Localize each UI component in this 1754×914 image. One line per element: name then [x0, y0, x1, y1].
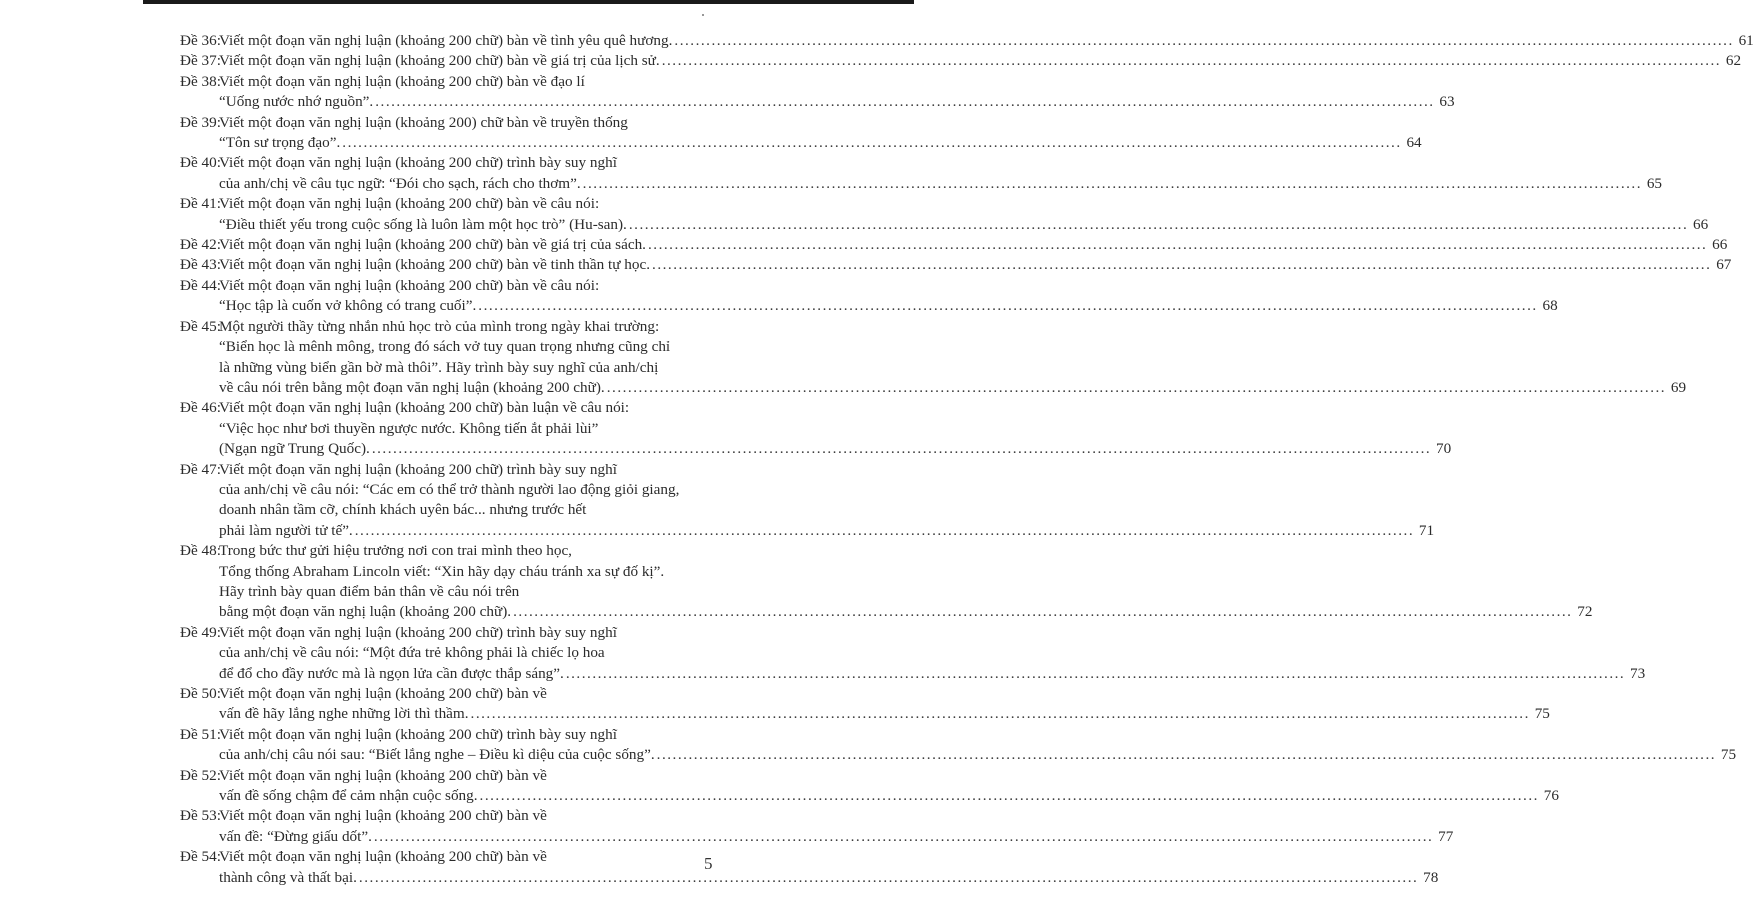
entry-page-number: 64	[1406, 134, 1422, 152]
entry-final-line	[219, 602, 1593, 622]
entry-number: Đề 50:	[180, 685, 221, 702]
entry-title-line: Viết một đoạn văn nghị luận (khoảng 200 chữ) bàn luận về câu nói:	[219, 399, 630, 417]
entry-final-line	[219, 664, 1646, 684]
entry-page-number: 75	[1534, 705, 1550, 723]
entry-page-number: 72	[1577, 603, 1593, 621]
dot-leader: ........................................................................................................................................................................................................	[479, 787, 1539, 805]
entry-title-line: “Việc học như bơi thuyền ngược nước. Không tiến ắt phải lùi”	[219, 419, 599, 437]
dot-leader: ........................................................................................................................................................................................................	[652, 256, 1712, 274]
dot-leader: ........................................................................................................................................................................................................	[606, 378, 1667, 396]
entry-title-line: Viết một đoạn văn nghị luận (khoảng 200 chữ) bàn về	[219, 848, 547, 866]
entry-page-number: 77	[1438, 827, 1454, 845]
entry-title-line: Viết một đoạn văn nghị luận (khoảng 200 chữ) trình bày suy nghĩ	[219, 460, 617, 478]
entry-number: Đề 47:	[180, 460, 221, 478]
dot-leader: ........................................................................................................................................................................................................	[656, 746, 1717, 764]
entry-title-line: Viết một đoạn văn nghị luận (khoảng 200 chữ) trình bày suy nghĩ	[219, 725, 617, 743]
toc-entry	[180, 725, 1737, 766]
entry-title	[219, 623, 1646, 684]
entry-number: Đề 51:	[180, 725, 221, 743]
entry-page-number: 66	[1693, 215, 1709, 233]
entry-final-line	[219, 745, 1737, 765]
entry-title-line: Viết một đoạn văn nghị luận (khoảng 200 chữ) trình bày suy nghĩ	[219, 154, 617, 172]
entry-title-line: Viết một đoạn văn nghị luận (khoảng 200 chữ) bàn về tình yêu quê hương.	[219, 32, 673, 49]
entry-title-line: của anh/chị về câu nói: “Một đứa trẻ không phải là chiếc lọ hoa	[219, 644, 605, 662]
entry-title-line: “Biển học là mênh mông, trong đó sách vở tuy quan trọng nhưng cũng chỉ	[219, 338, 671, 356]
entry-title-line: Viết một đoạn văn nghị luận (khoảng 200 chữ) bàn về đạo lí	[219, 72, 585, 90]
entry-final-line	[219, 378, 1687, 398]
entry-number: Đề 42:	[180, 236, 221, 254]
toc-entry	[180, 255, 1732, 275]
dot-leader: ........................................................................................................................................................................................................	[582, 174, 1643, 192]
toc-entry	[180, 460, 1435, 542]
entry-page-number: 66	[1712, 236, 1728, 254]
entry-title	[219, 684, 1550, 725]
toc-entry	[180, 235, 1728, 255]
dot-leader: ........................................................................................................................................................................................................	[565, 664, 1626, 682]
entry-title	[219, 153, 1663, 194]
entry-number: Đề 39:	[180, 113, 221, 131]
dot-leader: ........................................................................................................................................................................................................	[373, 827, 1434, 845]
entry-number: Đề 40:	[180, 154, 221, 172]
entry-title-line: của anh/chị về câu nói: “Các em có thể trở thành người lao động giỏi giang,	[219, 480, 680, 498]
entry-final-line	[219, 215, 1709, 235]
entry-title-line: thành công và thất bại.	[219, 868, 357, 886]
entry-page-number: 78	[1423, 868, 1439, 886]
entry-title	[219, 255, 1732, 275]
entry-title	[219, 194, 1709, 235]
toc-entry	[180, 153, 1663, 194]
entry-title	[219, 113, 1422, 154]
entry-title-line: Tổng thống Abraham Lincoln viết: “Xin hãy dạy cháu tránh xa sự đố kị”.	[219, 562, 665, 580]
entry-title-line: phải làm người tử tế”.	[219, 521, 353, 539]
toc-entry	[180, 541, 1593, 623]
entry-title	[219, 51, 1742, 71]
entry-title	[219, 541, 1593, 623]
entry-final-line	[219, 174, 1663, 194]
entry-number: Đề 45:	[180, 317, 221, 335]
entry-number: Đề 43:	[180, 256, 221, 274]
entry-page-number: 76	[1543, 787, 1559, 805]
entry-final-line	[219, 827, 1454, 847]
entry-title	[219, 725, 1737, 766]
entry-number: Đề 53:	[180, 807, 221, 825]
entry-final-line	[219, 133, 1422, 153]
toc-entry	[180, 766, 1559, 807]
dot-leader: ........................................................................................................................................................................................................	[661, 52, 1722, 70]
entry-page-number: 69	[1670, 378, 1687, 396]
entry-page-number: 70	[1436, 440, 1452, 458]
entry-title	[219, 276, 1558, 317]
dot-leader: ........................................................................................................................................................................................................	[513, 603, 1573, 621]
entry-title	[219, 847, 1439, 888]
entry-number: Đề 49:	[180, 623, 221, 641]
entry-title-line: Viết một đoạn văn nghị luận (khoảng 200 chữ) bàn về câu nói:	[219, 195, 600, 213]
entry-title-line: Hãy trình bày quan điểm bản thân về câu nói trên	[219, 582, 520, 600]
entry-title-line: vấn đề hãy lắng nghe những lời thì thầm.	[219, 705, 469, 723]
entry-title	[219, 398, 1452, 459]
entry-number: Đề 52:	[180, 766, 221, 784]
entry-title-line: vấn đề: “Đừng giấu dốt”.	[219, 827, 372, 845]
entry-title-line: “Tôn sư trọng đạo”.	[219, 134, 341, 152]
toc-entry	[180, 684, 1550, 725]
entry-final-line	[219, 704, 1550, 724]
entry-number: Đề 46:	[180, 399, 221, 417]
entry-title-line: Trong bức thư gửi hiệu trưởng nơi con trai mình theo học,	[219, 542, 572, 560]
entry-title-line: Viết một đoạn văn nghị luận (khoảng 200 chữ) bàn về	[219, 807, 547, 825]
entry-page-number: 65	[1646, 174, 1663, 192]
toc-entry	[180, 113, 1422, 154]
entry-page-number: 73	[1630, 664, 1646, 682]
entry-final-line	[219, 296, 1558, 316]
entry-title-line: của anh/chị câu nói sau: “Biết lắng nghe – Điều kì diệu của cuộc sống”.	[219, 746, 655, 764]
entry-number: Đề 36:	[180, 32, 221, 49]
entry-title-line: để đổ cho đầy nước mà là ngọn lửa cần được thắp sáng”.	[219, 664, 564, 682]
dot-leader: ........................................................................................................................................................................................................	[375, 93, 1435, 111]
entry-title-line: “Uống nước nhớ nguồn”.	[219, 93, 374, 111]
entry-title-line: Viết một đoạn văn nghị luận (khoảng 200 chữ) bàn về câu nói:	[219, 276, 600, 294]
entry-title-line: Viết một đoạn văn nghị luận (khoảng 200 chữ) bàn về	[219, 685, 547, 702]
entry-title	[219, 460, 1435, 542]
entry-final-line	[219, 255, 1732, 275]
entry-title-line: Viết một đoạn văn nghị luận (khoảng 200 chữ) bàn về tinh thần tự học.	[219, 256, 651, 274]
toc-entry	[180, 276, 1558, 317]
entry-final-line	[219, 235, 1728, 255]
entry-number: Đề 38:	[180, 72, 221, 90]
entry-title-line: Viết một đoạn văn nghị luận (khoảng 200 chữ) bàn về	[219, 766, 547, 784]
top-edge-bar	[143, 0, 914, 4]
entry-title-line: Viết một đoạn văn nghị luận (khoảng 200) chữ bàn về truyền thống	[219, 113, 628, 131]
entry-title-line: doanh nhân tầm cỡ, chính khách uyên bác... nhưng trước hết	[219, 501, 587, 519]
dot-leader: ........................................................................................................................................................................................................	[647, 236, 1708, 254]
entry-title-line: bằng một đoạn văn nghị luận (khoảng 200 chữ).	[219, 603, 512, 621]
entry-final-line	[219, 31, 1754, 51]
entry-final-line	[219, 439, 1452, 459]
entry-final-line	[219, 92, 1455, 112]
entry-title-line: về câu nói trên bằng một đoạn văn nghị luận (khoảng 200 chữ).	[219, 378, 605, 396]
entry-number: Đề 54:	[180, 848, 221, 866]
page-number: 5	[704, 854, 713, 873]
entry-final-line	[219, 51, 1742, 71]
entry-title-line: của anh/chị về câu tục ngữ: “Đói cho sạch, rách cho thơm”.	[219, 174, 581, 192]
dot-leader: ........................................................................................................................................................................................................	[478, 297, 1538, 315]
entry-number: Đề 44:	[180, 276, 221, 294]
entry-title-line: “Học tập là cuốn vở không có trang cuối”.	[219, 297, 477, 315]
entry-title-line: Viết một đoạn văn nghị luận (khoảng 200 chữ) trình bày suy nghĩ	[219, 623, 617, 641]
entry-page-number: 75	[1720, 746, 1737, 764]
entry-page-number: 68	[1542, 297, 1558, 315]
entry-number: Đề 41:	[180, 195, 221, 213]
entry-page-number: 67	[1716, 256, 1732, 274]
toc-entry	[180, 194, 1709, 235]
dot-leader: ........................................................................................................................................................................................................	[628, 215, 1689, 233]
toc-entry	[180, 623, 1646, 684]
entry-title-line: “Điều thiết yếu trong cuộc sống là luôn làm một học trò” (Hu-san).	[219, 215, 627, 233]
toc-entry	[180, 806, 1454, 847]
dot-leader: ........................................................................................................................................................................................................	[371, 440, 1432, 458]
entry-title	[219, 235, 1728, 255]
entry-title	[219, 766, 1559, 807]
entry-title-line: vấn đề sống chậm để cảm nhận cuộc sống.	[219, 787, 478, 805]
entry-title	[219, 72, 1455, 113]
dot-leader: ........................................................................................................................................................................................................	[470, 705, 1530, 723]
entry-title-line: Viết một đoạn văn nghị luận (khoảng 200 chữ) bàn về giá trị của sách.	[219, 236, 646, 254]
entry-title	[219, 806, 1454, 847]
entry-title-line: (Ngạn ngữ Trung Quốc).	[219, 440, 370, 458]
entry-final-line	[219, 868, 1439, 888]
toc-entry	[180, 398, 1452, 459]
dot-leader: ........................................................................................................................................................................................................	[358, 868, 1419, 886]
toc-entry	[180, 51, 1742, 71]
entry-title	[219, 31, 1754, 51]
entry-page-number: 63	[1439, 93, 1455, 111]
entry-title-line: Viết một đoạn văn nghị luận (khoảng 200 chữ) bàn về giá trị của lịch sử.	[219, 52, 660, 70]
entry-final-line	[219, 786, 1559, 806]
entry-title-line: Một người thầy từng nhắn nhủ học trò của mình trong ngày khai trường:	[219, 317, 660, 335]
entry-title-line: là những vùng biển gần bờ mà thôi”. Hãy trình bày suy nghĩ của anh/chị	[219, 358, 659, 376]
entry-page-number: 61	[1738, 32, 1754, 49]
dot-leader: ........................................................................................................................................................................................................	[354, 521, 1415, 539]
entry-page-number: 71	[1418, 521, 1435, 539]
dot-leader: ........................................................................................................................................................................................................	[674, 32, 1734, 49]
toc-entry	[180, 72, 1455, 113]
entry-final-line	[219, 521, 1435, 541]
entry-title	[219, 317, 1687, 399]
dot-leader: ........................................................................................................................................................................................................	[342, 134, 1402, 152]
toc-entry	[180, 31, 1754, 51]
table-of-contents	[180, 31, 1754, 888]
entry-number: Đề 48:	[180, 542, 221, 560]
toc-entry	[180, 847, 1439, 888]
entry-page-number: 62	[1725, 52, 1742, 70]
page-speck	[702, 14, 704, 16]
entry-number: Đề 37:	[180, 52, 221, 70]
toc-entry	[180, 317, 1687, 399]
